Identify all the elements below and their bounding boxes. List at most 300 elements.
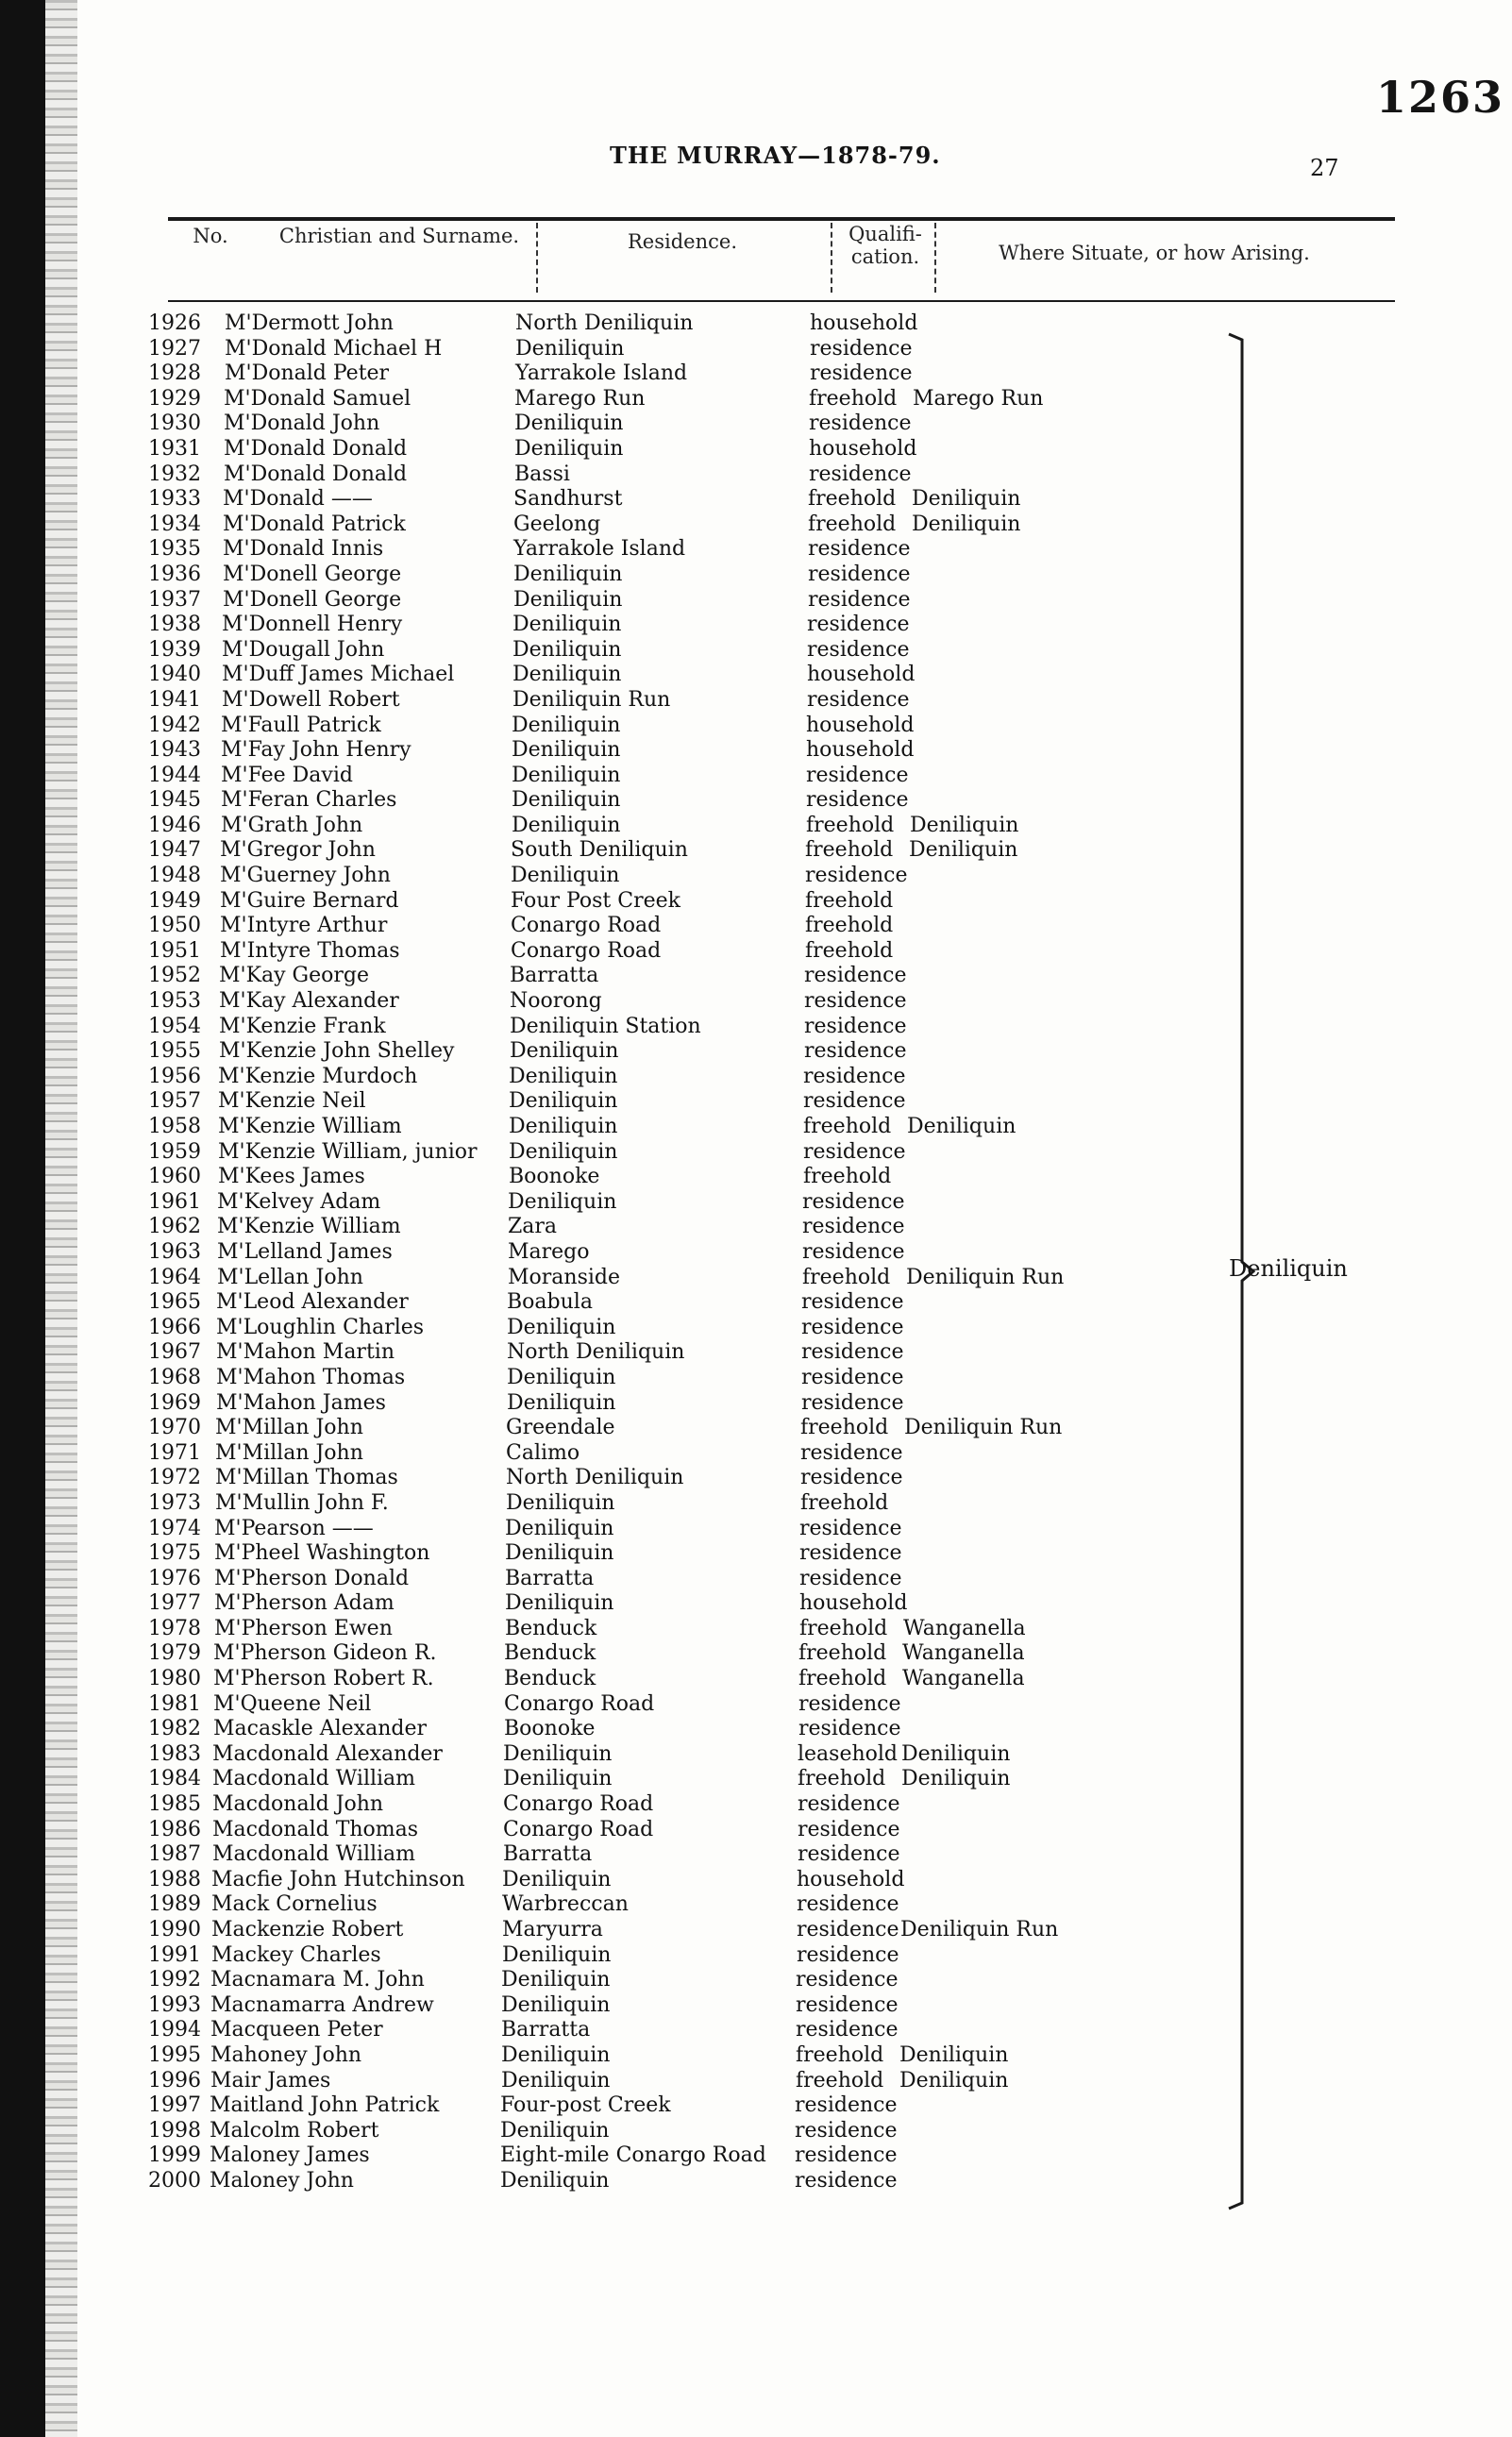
entry-name: M'Kenzie William, junior [218,1139,478,1164]
entry-number: 1939 [148,637,201,662]
entry-name: M'Kenzie Neil [218,1089,366,1114]
entry-name: Mackenzie Robert [211,1918,404,1941]
entry-residence: Deniliquin [509,1139,618,1164]
entry-number: 1961 [148,1189,201,1214]
entry-qualification: residence [796,1968,899,1992]
table-row [45,1089,1512,1115]
table-row [45,2043,1512,2069]
table-row [45,487,1512,513]
entry-residence: Marego [508,1239,590,1264]
entry-residence: Deniliquin [500,2168,610,2193]
entry-name: M'Fay John Henry [221,738,412,763]
entry-name: Macfie John Hutchinson [211,1867,465,1891]
header-bottom-rule [168,300,1395,302]
entry-number: 1967 [148,1340,201,1365]
entry-number: 1994 [148,2018,201,2042]
table-row [45,1517,1512,1542]
document-page [45,0,1512,2437]
entry-qualification: residence [804,1039,907,1064]
entry-name: M'Pearson —— [214,1516,374,1540]
table-row [45,764,1512,789]
entry-number: 1945 [148,788,201,813]
entry-number: 1948 [148,864,201,888]
entry-residence: Benduck [505,1616,597,1640]
entry-residence: Deniliquin [515,336,625,361]
entry-number: 1959 [148,1139,201,1164]
entry-qualification: residence [799,1516,902,1540]
entry-residence: Deniliquin [501,1968,611,1992]
entry-number: 1933 [148,487,201,512]
entry-qualification: residence [800,1440,903,1465]
entry-qualification: residence [807,687,910,712]
entry-name: Macdonald John [212,1792,384,1817]
entry-name: M'Intyre Arthur [220,914,388,938]
entry-where-situate: Wanganella [902,1667,1025,1691]
entry-residence: Deniliquin [509,1064,618,1088]
entry-qualification: residence [808,587,911,612]
entry-number: 1970 [148,1416,201,1440]
entry-residence: Deniliquin [507,1365,616,1389]
table-row [45,613,1512,638]
table-row [45,1591,1512,1617]
entry-where-situate: Deniliquin [899,2068,1009,2092]
entry-qualification: freehold [800,1490,889,1515]
entry-name: Maitland John Patrick [210,2093,440,2118]
entry-number: 1941 [148,687,201,712]
table-row [45,337,1512,362]
entry-number: 1972 [148,1466,201,1490]
entry-residence: Deniliquin [506,1490,615,1515]
entry-name: M'Lellan John [217,1265,363,1289]
entry-residence: South Deniliquin [511,838,688,863]
entry-qualification: household [806,738,915,763]
table-row [45,788,1512,814]
entry-qualification: residence [806,788,909,813]
entry-number: 1987 [148,1842,201,1867]
entry-name: M'Kenzie Murdoch [218,1064,418,1088]
entry-name: M'Donald Patrick [223,512,406,536]
entry-residence: Yarrakole Island [513,537,686,562]
table-row [45,1466,1512,1491]
entry-number: 1985 [148,1792,201,1817]
entry-number: 1932 [148,462,201,486]
entry-name: Macdonald Thomas [212,1817,419,1841]
entry-number: 1943 [148,738,201,763]
entry-qualification: freehold [800,1416,889,1440]
entry-number: 1937 [148,587,201,612]
entry-number: 1962 [148,1215,201,1239]
entry-where-situate: Deniliquin [901,1767,1011,1791]
table-row [45,1892,1512,1918]
entry-residence: Barratta [510,964,599,988]
entry-name: M'Donell George [223,562,402,586]
entry-where-situate: Wanganella [902,1641,1025,1666]
table-row [45,1115,1512,1140]
entry-qualification: residence [802,1239,905,1264]
table-row [45,2143,1512,2169]
table-row [45,1868,1512,1893]
entry-where-situate: Deniliquin [912,487,1021,512]
entry-name: M'Kenzie John Shelley [219,1039,455,1064]
entry-qualification: residence [810,361,913,386]
entry-name: M'Queene Neil [213,1691,372,1716]
table-row [45,2169,1512,2194]
entry-residence: Zara [508,1215,558,1239]
entry-qualification: freehold [805,914,894,938]
entry-qualification: residence [803,1089,906,1114]
table-row [45,889,1512,915]
table-row [45,1617,1512,1642]
entry-residence: Deniliquin [503,1741,613,1766]
table-row [45,1717,1512,1742]
entry-qualification: residence [798,1842,900,1867]
entry-qualification: residence [795,2093,898,2118]
entry-name: M'Donald Michael H [225,336,443,361]
entry-number: 1996 [148,2068,201,2092]
entry-residence: Deniliquin [501,2068,611,2092]
entry-number: 1964 [148,1265,201,1289]
entry-number: 1934 [148,512,201,536]
entry-residence: Four-post Creek [500,2093,671,2118]
entry-number: 1982 [148,1717,201,1741]
entry-name: Maloney James [210,2143,370,2168]
entry-residence: Deniliquin [509,1089,618,1114]
table-row [45,939,1512,965]
table-row [45,2093,1512,2119]
column-separator [934,223,936,293]
entry-residence: Deniliquin [501,2042,611,2067]
entry-qualification: residence [797,1942,899,1967]
entry-number: 1953 [148,989,201,1014]
table-row [45,1818,1512,1843]
table-row [45,814,1512,839]
entry-residence: Deniliquin [502,1942,612,1967]
entry-residence: Bassi [514,462,570,486]
entry-qualification: freehold [808,487,897,512]
entry-qualification: residence [796,1992,899,2017]
entry-residence: Deniliquin [500,2118,610,2143]
table-row [45,1391,1512,1417]
column-header-residence: Residence. [628,230,737,253]
entry-name: M'Mahon Thomas [216,1365,406,1389]
entry-qualification: residence [798,1717,901,1741]
entry-qualification: freehold [806,813,895,837]
entry-number: 1940 [148,663,201,687]
entry-name: M'Fee David [221,763,353,787]
entry-qualification: freehold [805,938,894,963]
entry-name: M'Donald Donald [224,462,408,486]
entry-name: M'Kelvey Adam [217,1189,381,1214]
entry-residence: Deniliquin [512,713,621,737]
entry-qualification: residence [801,1290,904,1315]
entry-name: M'Pherson Robert R. [213,1667,434,1691]
entry-qualification: residence [801,1340,904,1365]
page-number: 1263 [1376,72,1505,123]
entry-residence: Geelong [513,512,601,536]
entry-number: 1931 [148,436,201,461]
entry-qualification: household [806,713,915,737]
table-row [45,311,1512,337]
entry-qualification: residence [807,613,910,637]
entry-number: 1958 [148,1115,201,1138]
entry-qualification: residence [800,1466,903,1490]
entry-qualification: residence [807,637,910,662]
table-row [45,1015,1512,1040]
entry-name: Mahoney John [210,2042,362,2067]
table-row [45,714,1512,739]
entry-number: 1951 [148,938,201,963]
voter-list [45,311,1512,2194]
table-row [45,1441,1512,1467]
entry-qualification: leasehold [798,1741,899,1766]
entry-name: Macqueen Peter [210,2018,383,2042]
entry-residence: Deniliquin [505,1591,614,1616]
entry-name: M'Mullin John F. [215,1490,389,1515]
entry-residence: Deniliquin [513,562,623,586]
entry-residence: Deniliquin [512,788,621,813]
entry-residence: Benduck [504,1667,596,1691]
entry-number: 1979 [148,1641,201,1666]
entry-residence: Deniliquin [505,1541,614,1566]
entry-residence: Deniliquin [512,663,622,687]
entry-residence: Deniliquin [513,587,623,612]
table-row [45,738,1512,764]
table-row [45,688,1512,714]
table-row [45,462,1512,488]
entry-qualification: residence [804,989,907,1014]
table-row [45,437,1512,462]
entry-qualification: residence [804,964,907,988]
entry-qualification: residence [805,864,908,888]
entry-name: M'Millan Thomas [215,1466,398,1490]
entry-residence: Deniliquin [503,1767,613,1791]
entry-residence: Deniliquin [511,864,620,888]
entry-qualification: freehold [803,1165,892,1189]
entry-number: 1995 [148,2042,201,2067]
entry-residence: Yarrakole Island [515,361,688,386]
entry-name: M'Donald Peter [225,361,390,386]
entry-number: 1976 [148,1566,201,1590]
entry-qualification: freehold [805,838,894,863]
entry-residence: Deniliquin [512,738,621,763]
entry-name: M'Dermott John [225,311,394,335]
entry-qualification: residence [798,1817,900,1841]
entry-number: 1998 [148,2118,201,2143]
entry-qualification: freehold [809,386,898,411]
entry-number: 1936 [148,562,201,586]
entry-number: 1992 [148,1968,201,1992]
entry-qualification: residence [796,2018,899,2042]
entry-residence: Deniliquin [512,763,621,787]
entry-where-situate: Deniliquin Run [906,1265,1065,1289]
entry-number: 1965 [148,1290,201,1315]
entry-number: 1981 [148,1691,201,1716]
column-header-no: No. [193,225,228,247]
entry-qualification: freehold [796,2068,884,2092]
entry-name: M'Pheel Washington [214,1541,430,1566]
entry-residence: Boonoke [509,1165,600,1189]
entry-name: M'Kenzie William [217,1215,401,1239]
table-row [45,588,1512,613]
column-header-name: Christian and Surname. [278,225,520,247]
entry-number: 1930 [148,412,201,436]
table-row [45,1340,1512,1366]
entry-number: 1974 [148,1516,201,1540]
entry-residence: Barratta [505,1566,595,1590]
table-row [45,1316,1512,1341]
entry-name: Malcolm Robert [210,2118,379,2143]
table-row [45,2119,1512,2144]
entry-name: M'Donell George [223,587,402,612]
entry-name: M'Mahon Martin [216,1340,395,1365]
entry-name: M'Pherson Gideon R. [213,1641,437,1666]
table-row [45,537,1512,563]
entry-where-situate: Wanganella [903,1616,1026,1640]
entry-name: M'Pherson Ewen [214,1616,393,1640]
entry-qualification: residence [803,1139,906,1164]
column-separator [831,223,832,293]
table-row [45,1190,1512,1216]
entry-residence: Deniliquin [514,412,624,436]
entry-number: 1955 [148,1039,201,1064]
entry-number: 1928 [148,361,201,386]
entry-number: 1960 [148,1165,201,1189]
entry-residence: Boonoke [504,1717,596,1741]
entry-residence: Conargo Road [503,1792,654,1817]
entry-number: 1997 [148,2093,201,2118]
entry-residence: Conargo Road [504,1691,655,1716]
entry-number: 1954 [148,1014,201,1038]
entry-residence: Deniliquin [512,813,621,837]
entry-qualification: household [807,663,916,687]
entry-number: 1983 [148,1741,201,1766]
table-row [45,513,1512,538]
entry-qualification: freehold [805,888,894,913]
entry-name: M'Grath John [221,813,363,837]
entry-where-situate: Deniliquin [901,1741,1011,1766]
table-row [45,2069,1512,2094]
entry-qualification: residence [798,1792,900,1817]
entry-qualification: residence [809,462,912,486]
entry-name: M'Gregor John [220,838,376,863]
entry-number: 1950 [148,914,201,938]
entry-qualification: residence [797,1892,899,1917]
entry-residence: Deniliquin [510,1039,619,1064]
entry-qualification: household [809,436,917,461]
entry-name: M'Leod Alexander [216,1290,409,1315]
entry-residence: Warbreccan [502,1892,629,1917]
entry-number: 1975 [148,1541,201,1566]
entry-residence: North Deniliquin [515,311,694,335]
entry-qualification: residence [809,412,912,436]
table-row [45,2018,1512,2043]
table-row [45,387,1512,412]
entry-residence: Conargo Road [511,938,662,963]
entry-number: 1993 [148,1992,201,2017]
entry-residence: Maryurra [502,1918,603,1941]
header-top-rule [168,217,1395,221]
entry-name: M'Donnell Henry [222,613,403,637]
entry-qualification: residence [797,1918,899,1941]
entry-qualification: household [799,1591,908,1616]
entry-qualification: residence [795,2168,898,2193]
entry-name: M'Millan John [215,1416,363,1440]
entry-number: 1926 [148,311,201,335]
running-title: THE MURRAY—1878-79. [610,142,941,169]
sheet-number: 27 [1310,155,1339,181]
entry-qualification: household [797,1867,905,1891]
table-row [45,563,1512,588]
entry-qualification: residence [799,1566,902,1590]
entry-residence: Marego Run [514,386,646,411]
table-row [45,1290,1512,1316]
entry-name: M'Duff James Michael [222,663,455,687]
entry-number: 1990 [148,1918,201,1941]
entry-name: Mackey Charles [211,1942,381,1967]
entry-qualification: freehold [796,2042,884,2067]
entry-name: M'Pherson Adam [214,1591,395,1616]
entry-residence: North Deniliquin [507,1340,685,1365]
entry-qualification: residence [810,336,913,361]
bracket-label: Deniliquin [1229,1255,1348,1282]
entry-residence: Deniliquin [505,1516,614,1540]
entry-name: M'Faull Patrick [221,713,381,737]
entry-number: 1946 [148,813,201,837]
entry-number: 1929 [148,386,201,411]
entry-name: Macdonald Alexander [212,1741,443,1766]
entry-qualification: residence [808,562,911,586]
entry-number: 1927 [148,336,201,361]
entry-qualification: residence [795,2118,898,2143]
entry-residence: Deniliquin [507,1315,616,1339]
entry-qualification: residence [802,1189,905,1214]
entry-residence: Boabula [507,1290,593,1315]
entry-qualification: residence [801,1390,904,1415]
table-row [45,1416,1512,1441]
entry-name: M'Donald Samuel [224,386,412,411]
entry-residence: Deniliquin Station [510,1014,701,1038]
table-row [45,1065,1512,1090]
entry-name: Maloney John [210,2168,354,2193]
entry-name: M'Millan John [215,1440,363,1465]
entry-name: M'Intyre Thomas [220,938,400,963]
entry-name: Macdonald William [212,1767,416,1791]
entry-qualification: residence [803,1064,906,1088]
entry-number: 1980 [148,1667,201,1691]
table-row [45,1140,1512,1166]
entry-where-situate: Deniliquin [899,2042,1009,2067]
table-row [45,361,1512,387]
entry-number: 1935 [148,537,201,562]
entry-qualification: freehold [808,512,897,536]
table-row [45,1792,1512,1818]
table-row [45,1842,1512,1868]
entry-residence: Noorong [510,989,602,1014]
entry-where-situate: Deniliquin Run [904,1416,1063,1440]
entry-name: M'Donald John [224,412,380,436]
entry-residence: Greendale [506,1416,615,1440]
entry-where-situate: Marego Run [913,386,1044,411]
table-row [45,1918,1512,1943]
entry-name: M'Pherson Donald [214,1566,410,1590]
table-row [45,1165,1512,1190]
entry-where-situate: Deniliquin [907,1115,1016,1138]
entry-name: M'Lelland James [217,1239,393,1264]
entry-number: 1938 [148,613,201,637]
entry-residence: Conargo Road [503,1817,654,1841]
entry-number: 1952 [148,964,201,988]
entry-number: 1956 [148,1064,201,1088]
